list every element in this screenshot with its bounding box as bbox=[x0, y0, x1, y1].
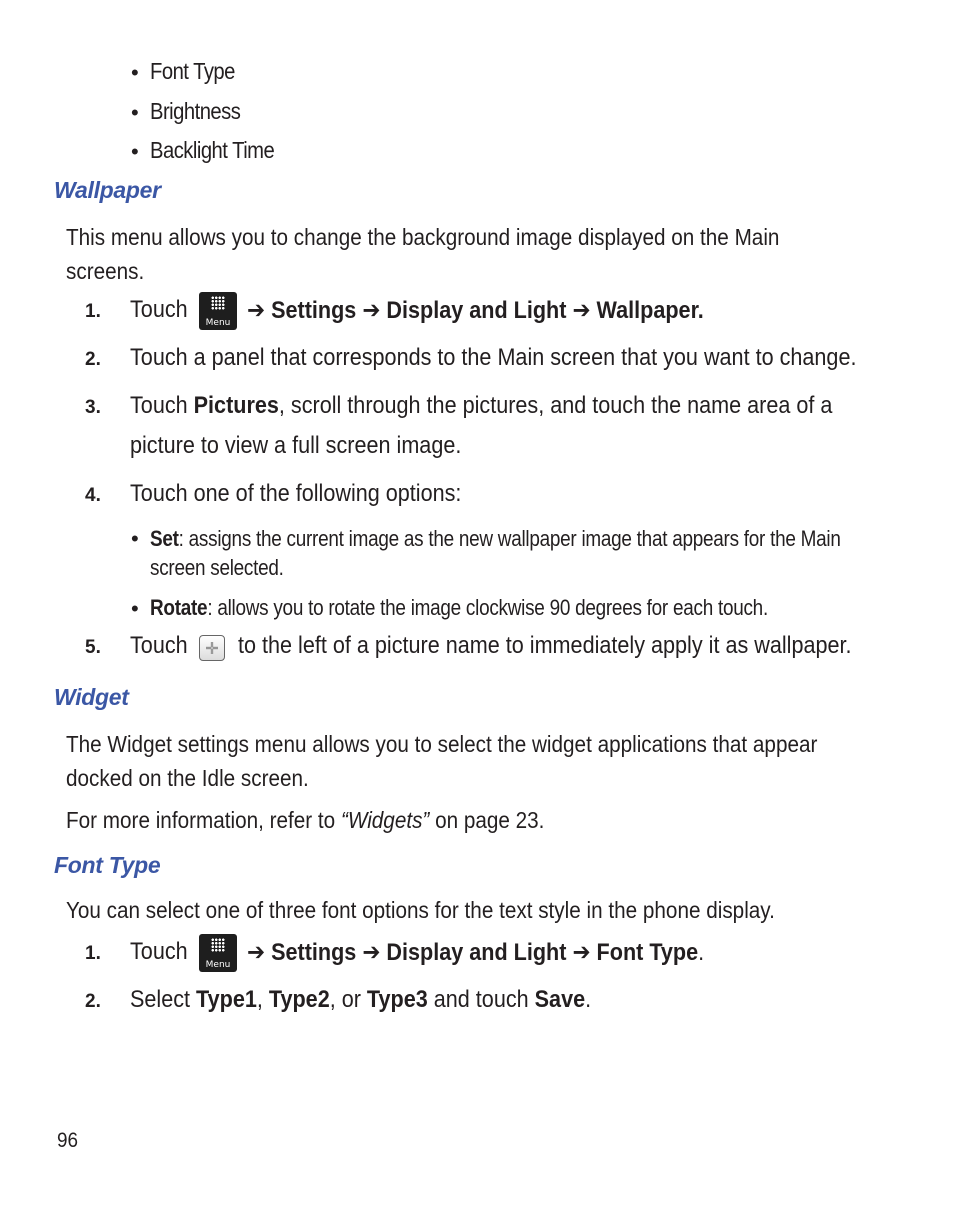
arrow-icon: ➔ bbox=[572, 297, 591, 324]
wallpaper-step1-path bbox=[247, 296, 704, 325]
pictures-label: Pictures bbox=[193, 392, 279, 419]
settings-label: Settings bbox=[271, 297, 357, 324]
step-number: 1. bbox=[85, 943, 101, 964]
widgets-link[interactable]: “Widgets” bbox=[340, 807, 430, 833]
bullet-backlight-time: Backlight Time bbox=[150, 137, 275, 163]
widget-heading: Widget bbox=[54, 684, 129, 710]
arrow-icon: ➔ bbox=[362, 297, 381, 324]
bullet-dot: • bbox=[131, 596, 139, 621]
wallpaper-step3-line2: picture to view a full screen image. bbox=[130, 432, 462, 459]
step-number: 1. bbox=[85, 301, 101, 322]
wallpaper-step3-text: Touch Pictures, scroll through the pictures, and touch the name area of a bbox=[130, 392, 833, 419]
bullet-dot: • bbox=[131, 139, 139, 164]
arrow-icon: ➔ bbox=[247, 939, 266, 966]
step-number: 3. bbox=[85, 397, 101, 418]
step-number: 2. bbox=[85, 349, 101, 370]
plus-icon bbox=[199, 635, 225, 661]
font-type-label: Font Type bbox=[596, 939, 699, 966]
type1-label: Type1 bbox=[196, 986, 257, 1013]
settings-label: Settings bbox=[271, 939, 357, 966]
bullet-dot: • bbox=[131, 60, 139, 85]
font-type-intro: You can select one of three font options for the text style in the phone display. bbox=[66, 897, 775, 923]
menu-icon bbox=[199, 934, 237, 972]
bullet-dot: • bbox=[131, 526, 139, 551]
bullet-dot: • bbox=[131, 100, 139, 125]
bullet-font-type: Font Type bbox=[150, 58, 235, 84]
font-type-step1-path: ➔ Settings ➔ Display and Light ➔ Font Type. bbox=[247, 939, 705, 966]
wallpaper-label: Wallpaper. bbox=[596, 297, 704, 324]
step-touch: Touch bbox=[130, 296, 188, 323]
option-set: Set: assigns the current image as the new wallpaper image that appears for the Main screen selected. bbox=[150, 526, 841, 580]
display-light-label: Display and Light bbox=[386, 297, 567, 324]
set-label: Set bbox=[150, 526, 179, 551]
wallpaper-heading: Wallpaper bbox=[54, 177, 161, 203]
wallpaper-step2-text: Touch a panel that corresponds to the Main screen that you want to change. bbox=[130, 344, 857, 371]
display-light-label: Display and Light bbox=[386, 939, 567, 966]
type2-label: Type2 bbox=[268, 986, 330, 1013]
font-type-step2-text: Select Type1, Type2, or Type3 and touch Save. bbox=[130, 986, 592, 1013]
menu-icon-label: Menu bbox=[205, 318, 231, 328]
wallpaper-step5-text: to the left of a picture name to immediately apply it as wallpaper. bbox=[238, 632, 852, 659]
arrow-icon: ➔ bbox=[572, 939, 591, 966]
widget-reference: For more information, refer to “Widgets” on page 23. bbox=[66, 807, 545, 833]
step-touch: Touch bbox=[130, 938, 188, 965]
step-number: 4. bbox=[85, 485, 101, 506]
wallpaper-intro: This menu allows you to change the background image displayed on the Main screens. bbox=[66, 224, 780, 284]
save-label: Save bbox=[534, 986, 586, 1013]
arrow-icon: ➔ bbox=[247, 297, 266, 324]
arrow-icon: ➔ bbox=[362, 939, 381, 966]
rotate-label: Rotate bbox=[150, 595, 208, 620]
type3-label: Type3 bbox=[366, 986, 428, 1013]
page-number: 96 bbox=[57, 1129, 79, 1152]
menu-icon bbox=[199, 292, 237, 330]
step-number: 2. bbox=[85, 991, 101, 1012]
option-rotate: Rotate: allows you to rotate the image clockwise 90 degrees for each touch. bbox=[150, 595, 768, 620]
bullet-brightness: Brightness bbox=[150, 98, 241, 124]
font-type-heading: Font Type bbox=[54, 852, 161, 878]
wallpaper-step4-text: Touch one of the following options: bbox=[130, 480, 462, 507]
step-number: 5. bbox=[85, 637, 101, 658]
step-touch: Touch bbox=[130, 632, 188, 659]
widget-intro: The Widget settings menu allows you to select the widget applications that appear docked on the Idle screen. bbox=[66, 731, 818, 791]
menu-icon-label: Menu bbox=[205, 960, 231, 970]
